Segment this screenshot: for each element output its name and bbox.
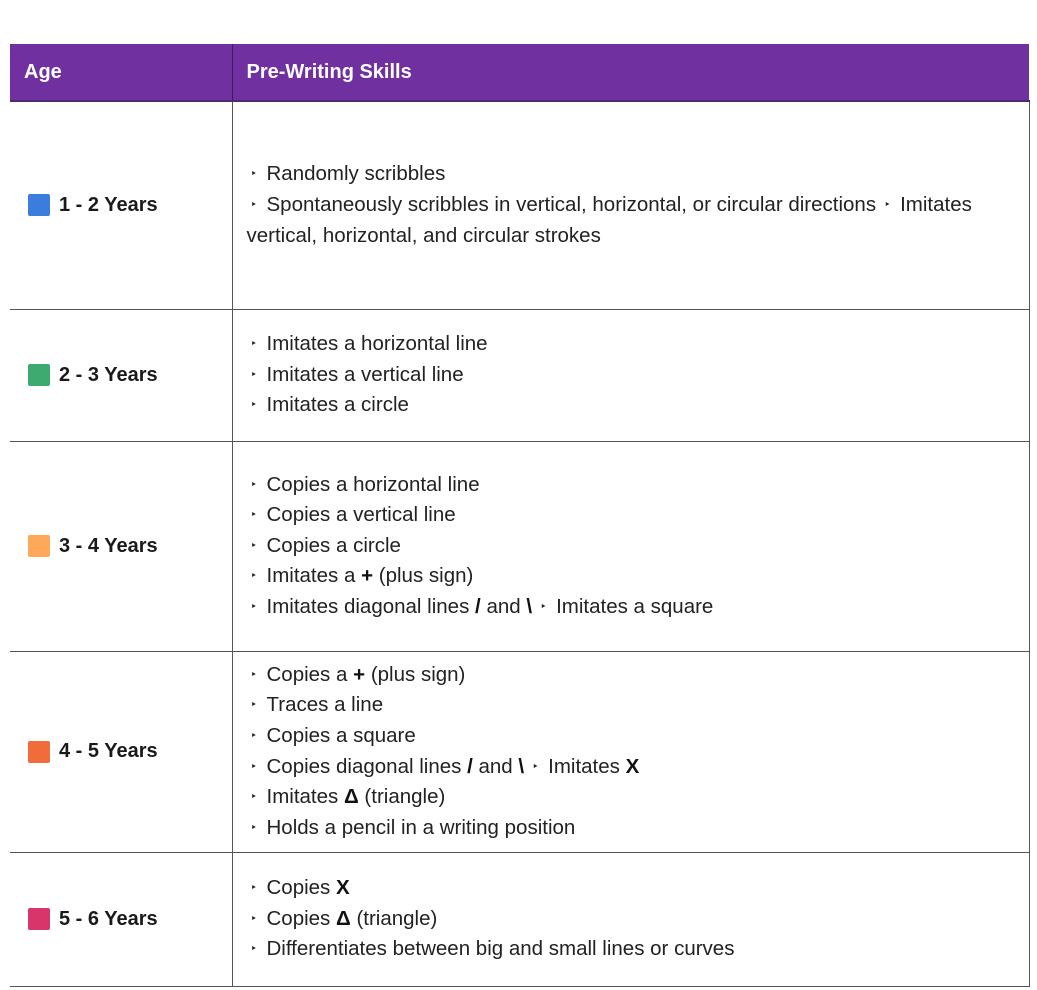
skill-text: Imitates xyxy=(266,785,339,809)
skill-item xyxy=(247,360,1017,391)
skill-text: Randomly scribbles xyxy=(266,162,446,186)
skill-text: Copies a xyxy=(266,662,348,686)
skill-item xyxy=(247,390,1017,421)
x-symbol: X xyxy=(625,754,640,778)
skill-text: (triangle) xyxy=(356,906,438,930)
bullet-icon: ‣ xyxy=(250,168,257,181)
skill-list xyxy=(247,159,1017,251)
bullet-icon: ‣ xyxy=(250,198,257,211)
skill-text: Imitates vertical, horizontal, and circular strokes xyxy=(246,192,972,247)
age-cell xyxy=(10,441,232,651)
skill-item xyxy=(247,561,1017,592)
bullet-icon: ‣ xyxy=(250,760,257,773)
skills-cell xyxy=(232,441,1029,651)
age-color-swatch xyxy=(28,364,50,386)
skills-cell xyxy=(232,309,1029,441)
skill-text: Copies a vertical line xyxy=(266,503,456,527)
bullet-icon: ‣ xyxy=(540,600,547,613)
skill-text: (plus sign) xyxy=(378,564,474,588)
bullet-icon: ‣ xyxy=(250,882,257,895)
skill-item xyxy=(247,592,1017,623)
skills-cell xyxy=(232,651,1029,852)
plus-sign-symbol: + xyxy=(353,662,366,686)
skill-text: Imitates a square xyxy=(556,594,714,618)
bullet-icon: ‣ xyxy=(250,368,257,381)
skill-item xyxy=(247,752,1017,783)
age-label: 4 - 5 Years xyxy=(59,740,158,762)
skill-text: and xyxy=(478,754,513,778)
skill-item xyxy=(247,660,1017,691)
skill-item xyxy=(247,782,1017,813)
table-row xyxy=(10,441,1029,651)
skills-cell xyxy=(232,852,1029,986)
backslash-symbol: \ xyxy=(518,754,525,778)
age-label: 1 - 2 Years xyxy=(59,193,158,216)
age-color-swatch xyxy=(28,741,50,763)
skill-item xyxy=(247,690,1017,721)
skills-cell xyxy=(232,101,1029,309)
bullet-icon: ‣ xyxy=(250,478,257,491)
bullet-icon: ‣ xyxy=(250,668,257,681)
bullet-icon: ‣ xyxy=(532,760,539,773)
table-row xyxy=(10,309,1029,441)
age-cell xyxy=(10,101,232,309)
bullet-icon: ‣ xyxy=(250,699,257,712)
skill-item xyxy=(247,721,1017,752)
bullet-icon: ‣ xyxy=(250,539,257,552)
bullet-icon: ‣ xyxy=(250,600,257,613)
skill-text: Copies diagonal lines xyxy=(266,754,462,778)
skill-text: Copies a square xyxy=(266,723,416,747)
age-cell xyxy=(10,651,232,852)
skill-text: Holds a pencil in a writing position xyxy=(266,815,576,839)
table-row xyxy=(10,852,1029,986)
skill-item xyxy=(247,329,1017,360)
skill-item xyxy=(247,934,1017,965)
triangle-symbol: Δ xyxy=(343,785,359,809)
age-cell xyxy=(10,852,232,986)
skill-text: Imitates a vertical line xyxy=(266,362,464,386)
skill-list xyxy=(247,470,1017,623)
bullet-icon: ‣ xyxy=(250,729,257,742)
header-row xyxy=(10,44,1029,101)
header-pre-writing-skills: Pre-Writing Skills xyxy=(232,44,1029,101)
skill-list xyxy=(247,329,1017,421)
skill-item xyxy=(247,531,1017,562)
skill-item xyxy=(247,813,1017,844)
skill-text: Spontaneously scribbles in vertical, horizontal, or circular directions xyxy=(266,192,877,216)
skill-text: (plus sign) xyxy=(370,662,466,686)
age-color-swatch xyxy=(28,908,50,930)
bullet-icon: ‣ xyxy=(250,399,257,412)
bullet-icon: ‣ xyxy=(250,570,257,583)
bullet-icon: ‣ xyxy=(250,912,257,925)
skill-text: Imitates diagonal lines xyxy=(266,594,470,618)
age-color-swatch xyxy=(28,535,50,557)
age-label: 2 - 3 Years xyxy=(59,363,158,386)
bullet-icon: ‣ xyxy=(250,821,257,834)
skill-item xyxy=(247,470,1017,501)
slash-symbol: / xyxy=(467,754,473,778)
header-age: Age xyxy=(10,44,232,101)
triangle-symbol: Δ xyxy=(336,906,351,930)
skill-text: Copies xyxy=(266,906,331,930)
skill-list xyxy=(247,660,1017,844)
skill-text: Imitates a horizontal line xyxy=(266,332,488,356)
backslash-symbol: \ xyxy=(526,594,533,618)
pre-writing-skills-table xyxy=(10,44,1030,987)
bullet-icon: ‣ xyxy=(884,198,891,211)
skill-text: Copies a circle xyxy=(266,533,401,557)
skill-text: and xyxy=(486,594,521,618)
skill-item xyxy=(247,159,1017,190)
skill-text: Imitates xyxy=(548,754,620,778)
age-color-swatch xyxy=(28,194,50,216)
table-row xyxy=(10,651,1029,852)
age-label: 5 - 6 Years xyxy=(59,907,158,930)
skill-text: Copies xyxy=(266,876,331,900)
skill-text: (triangle) xyxy=(364,785,446,809)
age-cell xyxy=(10,309,232,441)
plus-sign-symbol: + xyxy=(361,564,374,588)
table-row xyxy=(10,101,1029,309)
skill-item xyxy=(247,500,1017,531)
skill-text: Traces a line xyxy=(266,693,384,717)
bullet-icon: ‣ xyxy=(250,509,257,522)
skill-list xyxy=(247,873,1017,965)
skill-item xyxy=(247,190,1017,251)
age-label: 3 - 4 Years xyxy=(59,534,158,557)
slash-symbol: / xyxy=(475,594,481,618)
x-symbol: X xyxy=(336,876,350,900)
skill-text: Imitates a circle xyxy=(266,393,409,417)
bullet-icon: ‣ xyxy=(250,338,257,351)
skill-item xyxy=(247,904,1017,935)
bullet-icon: ‣ xyxy=(250,943,257,956)
skill-text: Differentiates between big and small lines or curves xyxy=(266,937,735,961)
skill-item xyxy=(247,873,1017,904)
skill-text: Copies a horizontal line xyxy=(266,472,480,496)
skill-text: Imitates a xyxy=(266,564,356,588)
bullet-icon: ‣ xyxy=(250,791,257,804)
